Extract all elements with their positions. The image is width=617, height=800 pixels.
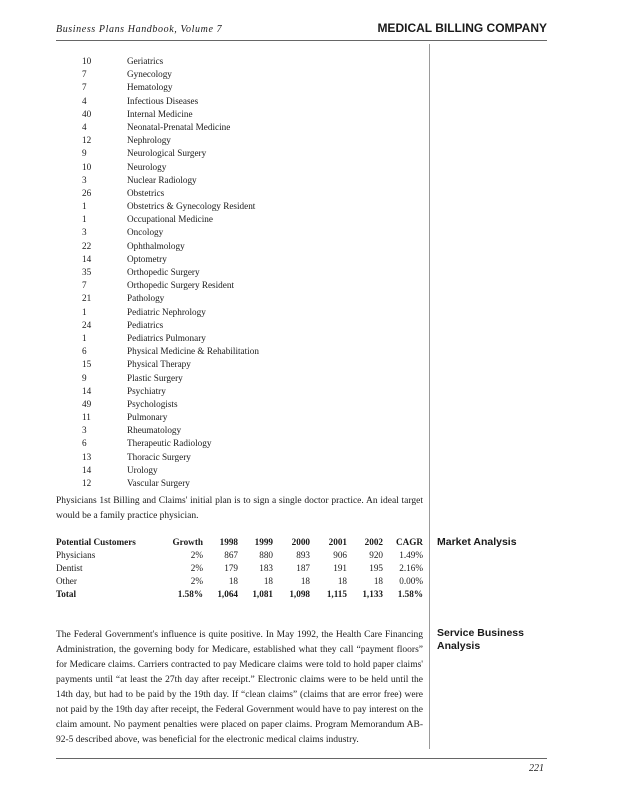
service-paragraph: The Federal Government's influence is quite positive. In May 1992, the Health Care Financing Administration, the governing body for Medicare, established what they call “payment floors” for Medicare claims. Carriers contracted to pay Medicare claims were told to hold paper claims' payments until “at least the 27th day after receipt.” Electronic claims were to be held until the 14th day, but had to be paid by the 19th day. If “clean claims” (claims that are error free) were not paid by the 19th day after receipt, the Federal Government would have to pay interest on the claim amount. No payment penalties were placed on paper claims. Program Memorandum AB-92-5 described above, was beneficial for the electronic medical claims industry. [56,630,423,745]
table-header-cell: 1998 [219,537,238,547]
page-number: 221 [529,763,544,774]
table-cell: 18 [228,576,238,586]
specialty-name: Plastic Surgery [127,372,183,383]
table-cell: 18 [300,576,310,586]
specialty-name: Neurology [127,161,167,172]
table-total-cell: 1,115 [326,589,347,599]
table-header-cell: Growth [172,537,203,547]
specialty-item [82,81,259,94]
specialty-item [82,174,259,187]
specialty-count: 1 [82,332,87,343]
table-cell: 18 [263,576,273,586]
table-cell: 195 [369,563,383,573]
specialty-name: Occupational Medicine [127,214,213,225]
specialty-count: 9 [82,372,87,383]
specialty-item [82,213,259,226]
table-header-row [56,536,423,549]
service-business-analysis-heading: Service Business Analysis [437,627,524,652]
specialty-count: 3 [82,425,87,436]
specialty-name: Pediatric Nephrology [127,306,206,317]
specialty-name: Physical Medicine & Rehabilitation [127,346,259,357]
table-total-cell: Total [56,589,77,599]
table-header-cell: 1999 [254,537,273,547]
specialty-item [82,68,259,81]
specialty-item [82,319,259,332]
specialty-item [82,226,259,239]
section-title: MEDICAL BILLING COMPANY [377,21,547,35]
specialty-count: 3 [82,227,87,238]
specialty-count: 24 [82,319,92,330]
footer-divider [56,758,547,759]
table-cell: 893 [296,550,310,560]
table-cell: Physicians [56,550,96,560]
table-total-cell: 1,098 [289,589,310,599]
specialty-count: 35 [82,267,92,277]
table-total-cell: 1,133 [362,589,383,599]
table-header-cell: 2001 [328,537,347,547]
market-analysis-heading: Market Analysis [437,536,517,548]
specialty-count: 7 [82,82,87,93]
specialty-item [82,358,259,371]
specialty-name: Therapeutic Radiology [127,438,212,449]
specialty-count: 3 [82,174,87,185]
specialty-name: Nuclear Radiology [127,174,197,185]
specialty-name: Nephrology [127,135,171,146]
column-divider [429,44,430,749]
specialty-name: Urology [127,464,158,475]
table-cell: 867 [224,550,238,560]
specialty-name: Physical Therapy [127,359,191,370]
specialty-name: Neurological Surgery [127,148,207,159]
specialty-item [82,451,259,464]
specialty-item [82,108,259,121]
specialty-count: 10 [82,161,92,172]
specialty-count: 4 [82,95,87,106]
specialty-name: Neonatal-Prenatal Medicine [127,121,231,132]
specialty-count: 7 [82,280,87,291]
specialty-name: Pulmonary [127,412,168,423]
specialty-count: 1 [82,214,87,225]
table-cell: 880 [259,550,273,560]
specialty-item [82,55,259,68]
potential-customers-table [56,536,423,601]
specialty-count: 22 [82,240,92,251]
specialty-count: 7 [82,69,87,80]
specialty-count: 49 [82,398,92,409]
specialty-count: 1 [82,306,87,317]
specialty-item [82,306,259,319]
specialty-item [82,134,259,147]
specialty-count: 26 [82,187,92,198]
specialty-item [82,332,259,345]
table-cell: 18 [337,576,347,586]
specialty-item [82,147,259,160]
table-cell: Dentist [56,563,83,573]
specialty-item [82,187,259,200]
table-row [56,549,423,562]
specialty-item [82,266,259,279]
table-header-cell: CAGR [395,537,423,547]
table-cell: 2.16% [399,563,423,573]
specialty-name: Hematology [127,82,173,93]
specialty-item [82,95,259,108]
specialty-item [82,253,259,266]
specialty-name: Orthopedic Surgery [127,267,200,277]
intro-paragraph: Physicians 1st Billing and Claims' initial plan is to sign a single doctor practice. An ideal target would be a family practice physician. [56,496,423,521]
table-cell: 18 [373,576,383,586]
specialty-name: Rheumatology [127,425,182,436]
specialty-item [82,385,259,398]
specialty-name: Psychologists [127,398,178,409]
specialty-name: Pediatrics [127,319,164,330]
specialty-name: Pediatrics Pulmonary [127,332,206,343]
table-cell: 179 [224,563,238,573]
table-cell: Other [56,576,77,586]
table-cell: 191 [333,563,347,573]
specialty-count: 6 [82,346,87,357]
specialty-count: 12 [82,135,92,146]
specialty-name: Psychiatry [127,385,166,396]
specialty-item [82,398,259,411]
specialty-name: Orthopedic Surgery Resident [127,280,234,291]
specialty-count: 9 [82,148,87,159]
specialty-name: Internal Medicine [127,108,193,119]
table-row [56,575,423,588]
specialty-count: 1 [82,201,87,212]
specialty-item [82,411,259,424]
specialty-name: Oncology [127,227,164,238]
specialty-item [82,240,259,253]
table-total-cell: 1.58% [177,589,203,599]
specialty-count: 11 [82,412,91,423]
specialty-name: Thoracic Surgery [127,451,191,462]
specialty-name: Infectious Diseases [127,95,199,106]
specialty-count: 14 [82,464,92,475]
table-total-cell: 1,064 [217,589,238,599]
specialty-list [82,55,259,490]
table-cell: 183 [259,563,273,573]
table-header-cell: 2002 [364,537,383,547]
table-row [56,562,423,575]
header-divider [56,40,547,41]
specialty-item [82,437,259,450]
specialty-count: 10 [82,56,92,66]
specialty-name: Pathology [127,293,165,304]
table-cell: 1.49% [399,550,423,560]
table-cell: 2% [190,576,203,586]
book-title: Business Plans Handbook, Volume 7 [56,24,223,35]
specialty-item [82,477,259,490]
specialty-name: Gynecology [127,69,172,80]
specialty-name: Obstetrics & Gynecology Resident [127,201,256,212]
specialty-item [82,424,259,437]
table-cell: 906 [333,550,347,560]
table-cell: 187 [296,563,310,573]
table-total-row [56,588,423,601]
specialty-count: 14 [82,253,92,264]
specialty-count: 21 [82,293,92,304]
specialty-name: Geriatrics [127,56,164,66]
specialty-count: 4 [82,121,87,132]
specialty-count: 13 [82,451,92,462]
table-cell: 920 [369,550,383,560]
specialty-item [82,121,259,134]
table-body [56,549,423,601]
specialty-name: Optometry [127,253,167,264]
table-total-cell: 1,081 [252,589,273,599]
table-header-cell: 2000 [291,537,310,547]
table-cell: 2% [190,563,203,573]
specialty-item [82,345,259,358]
table-header-cell: Potential Customers [56,537,136,547]
specialty-name: Obstetrics [127,187,165,198]
specialty-count: 6 [82,438,87,449]
table-total-cell: 1.58% [397,589,423,599]
specialty-item [82,292,259,305]
specialty-item [82,372,259,385]
specialty-name: Ophthalmology [127,240,185,251]
specialty-count: 40 [82,108,92,119]
table-cell: 2% [190,550,203,560]
specialty-item [82,200,259,213]
specialty-count: 14 [82,385,92,396]
specialty-name: Vascular Surgery [127,478,190,488]
specialty-item [82,161,259,174]
table-cell: 0.00% [399,576,423,586]
specialty-count: 15 [82,359,92,370]
specialty-count: 12 [82,478,92,488]
specialty-item [82,279,259,292]
specialty-item [82,464,259,477]
